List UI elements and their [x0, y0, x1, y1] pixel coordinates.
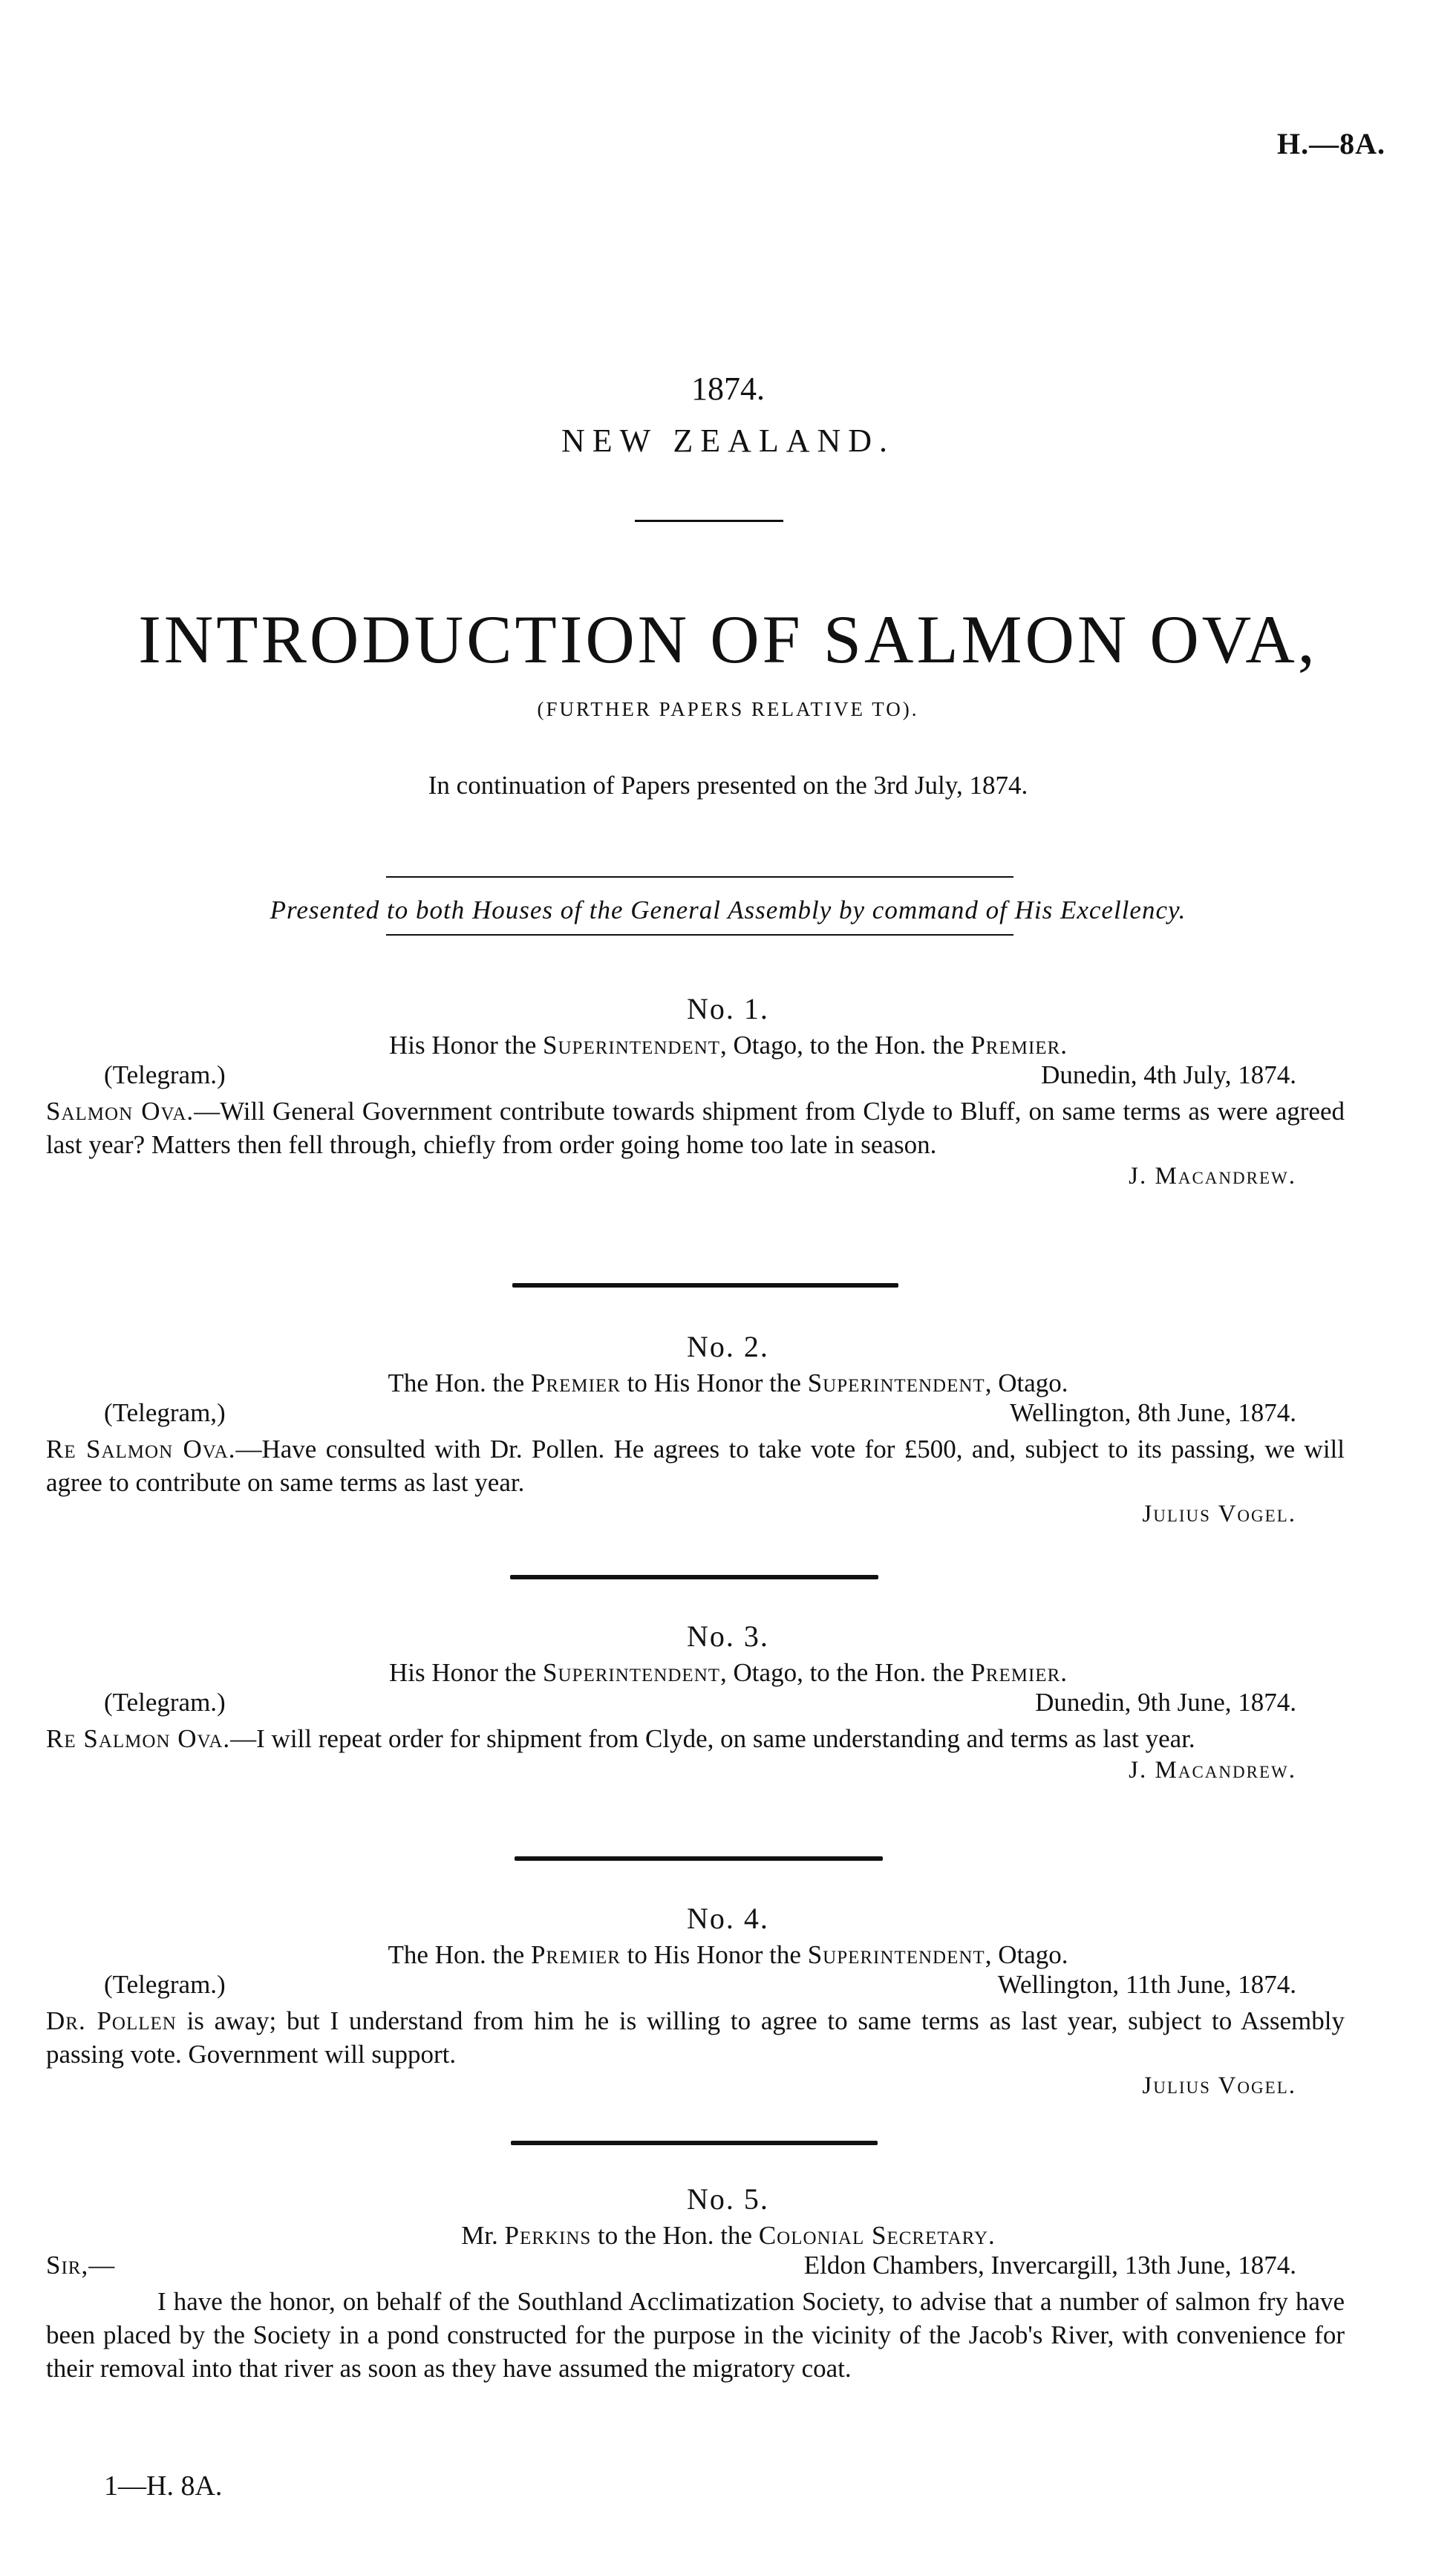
item-heading: The Hon. the Premier to His Honor the Superintendent, Otago. [388, 1368, 1068, 1397]
item-heading: His Honor the Superintendent, Otago, to the Hon. the Premier. [388, 1658, 1068, 1687]
item-number: No. 1. [687, 992, 769, 1025]
item-heading: Mr. Perkins to the Hon. the Colonial Secretary. [461, 2221, 995, 2250]
item-meta [0, 1398, 1456, 1432]
item-meta [0, 2251, 1456, 2285]
item-meta [0, 1970, 1456, 2004]
document-item-4 [0, 1901, 1456, 2100]
document-item-3 [0, 1619, 1456, 1784]
page-footer: 1—H. 8A. [104, 2470, 223, 2502]
item-number: No. 4. [687, 1902, 769, 1935]
section-divider [515, 1856, 883, 1861]
presented-note: Presented to both Houses of the General Assembly by command of His Excellency. [270, 895, 1186, 924]
presented-rule-top [386, 876, 1013, 878]
item-heading: His Honor the Superintendent, Otago, to the Hon. the Premier. [388, 1031, 1068, 1060]
section-divider [510, 1575, 878, 1579]
item-signature: Julius Vogel. [1142, 1501, 1296, 1527]
item-place-date: Dunedin, 9th June, 1874. [1035, 1688, 1296, 1717]
item-kind: (Telegram.) [104, 1688, 226, 1717]
item-place-date: Dunedin, 4th July, 1874. [1041, 1060, 1296, 1089]
item-place-date: Wellington, 8th June, 1874. [1009, 1398, 1296, 1427]
item-number: No. 3. [687, 1619, 769, 1653]
page-subtitle: (FURTHER PAPERS RELATIVE TO). [537, 698, 919, 720]
item-heading: The Hon. the Premier to His Honor the Superintendent, Otago. [388, 1940, 1068, 1969]
section-divider [512, 1283, 898, 1288]
item-place-date: Eldon Chambers, Invercargill, 13th June, 1874. [803, 2251, 1296, 2280]
item-meta [0, 1060, 1456, 1094]
item-number: No. 5. [687, 2182, 769, 2216]
item-number: No. 2. [687, 1330, 769, 1363]
item-kind: (Telegram.) [104, 1060, 226, 1089]
item-signature: J. Macandrew. [1129, 1757, 1296, 1784]
item-signature: Julius Vogel. [1142, 2072, 1296, 2099]
document-item-5 [0, 2182, 1456, 2385]
item-kind: (Telegram,) [104, 1398, 226, 1427]
item-salutation: Sir,— [46, 2251, 116, 2280]
country: NEW ZEALAND. [561, 423, 895, 459]
paper-reference: H.—8A. [1277, 127, 1385, 160]
document-item-2 [0, 1329, 1456, 1528]
item-signature: J. Macandrew. [1129, 1163, 1296, 1190]
item-meta [0, 1688, 1456, 1722]
item-body: Re Salmon Ova.—Have consulted with Dr. Pollen. He agrees to take vote for £500, and, subject to its passing, we will agree to contribute on same terms as last year. [46, 1435, 1345, 1497]
title-divider [635, 520, 783, 522]
item-body: I have the honor, on behalf of the Southland Acclimatization Society, to advise that a number of salmon fry have been placed by the Society in a pond constructed for the purpose in the vicinity of the Jacob's River, with convenience for their removal into that river as soon as they have assumed the migratory coat. [46, 2287, 1345, 2383]
page-title: INTRODUCTION OF SALMON OVA, [138, 601, 1318, 677]
item-kind: (Telegram.) [104, 1970, 226, 1999]
item-body: Dr. Pollen is away; but I understand from him he is willing to agree to same terms as last year, subject to Assembly passing vote. Government will support. [46, 2006, 1345, 2069]
item-body: Salmon Ova.—Will General Government contribute towards shipment from Clyde to Bluff, on same terms as were agreed last year? Matters then fell through, chiefly from order going home too late in season. [46, 1097, 1345, 1159]
year: 1874. [691, 371, 765, 407]
continuation-note: In continuation of Papers presented on the 3rd July, 1874. [428, 771, 1028, 800]
item-place-date: Wellington, 11th June, 1874. [997, 1970, 1296, 1999]
presented-rule-bottom [386, 934, 1013, 936]
document-item-1 [0, 991, 1456, 1190]
item-body: Re Salmon Ova.—I will repeat order for shipment from Clyde, on same understanding and terms as last year. [46, 1724, 1195, 1753]
section-divider [511, 2141, 878, 2145]
